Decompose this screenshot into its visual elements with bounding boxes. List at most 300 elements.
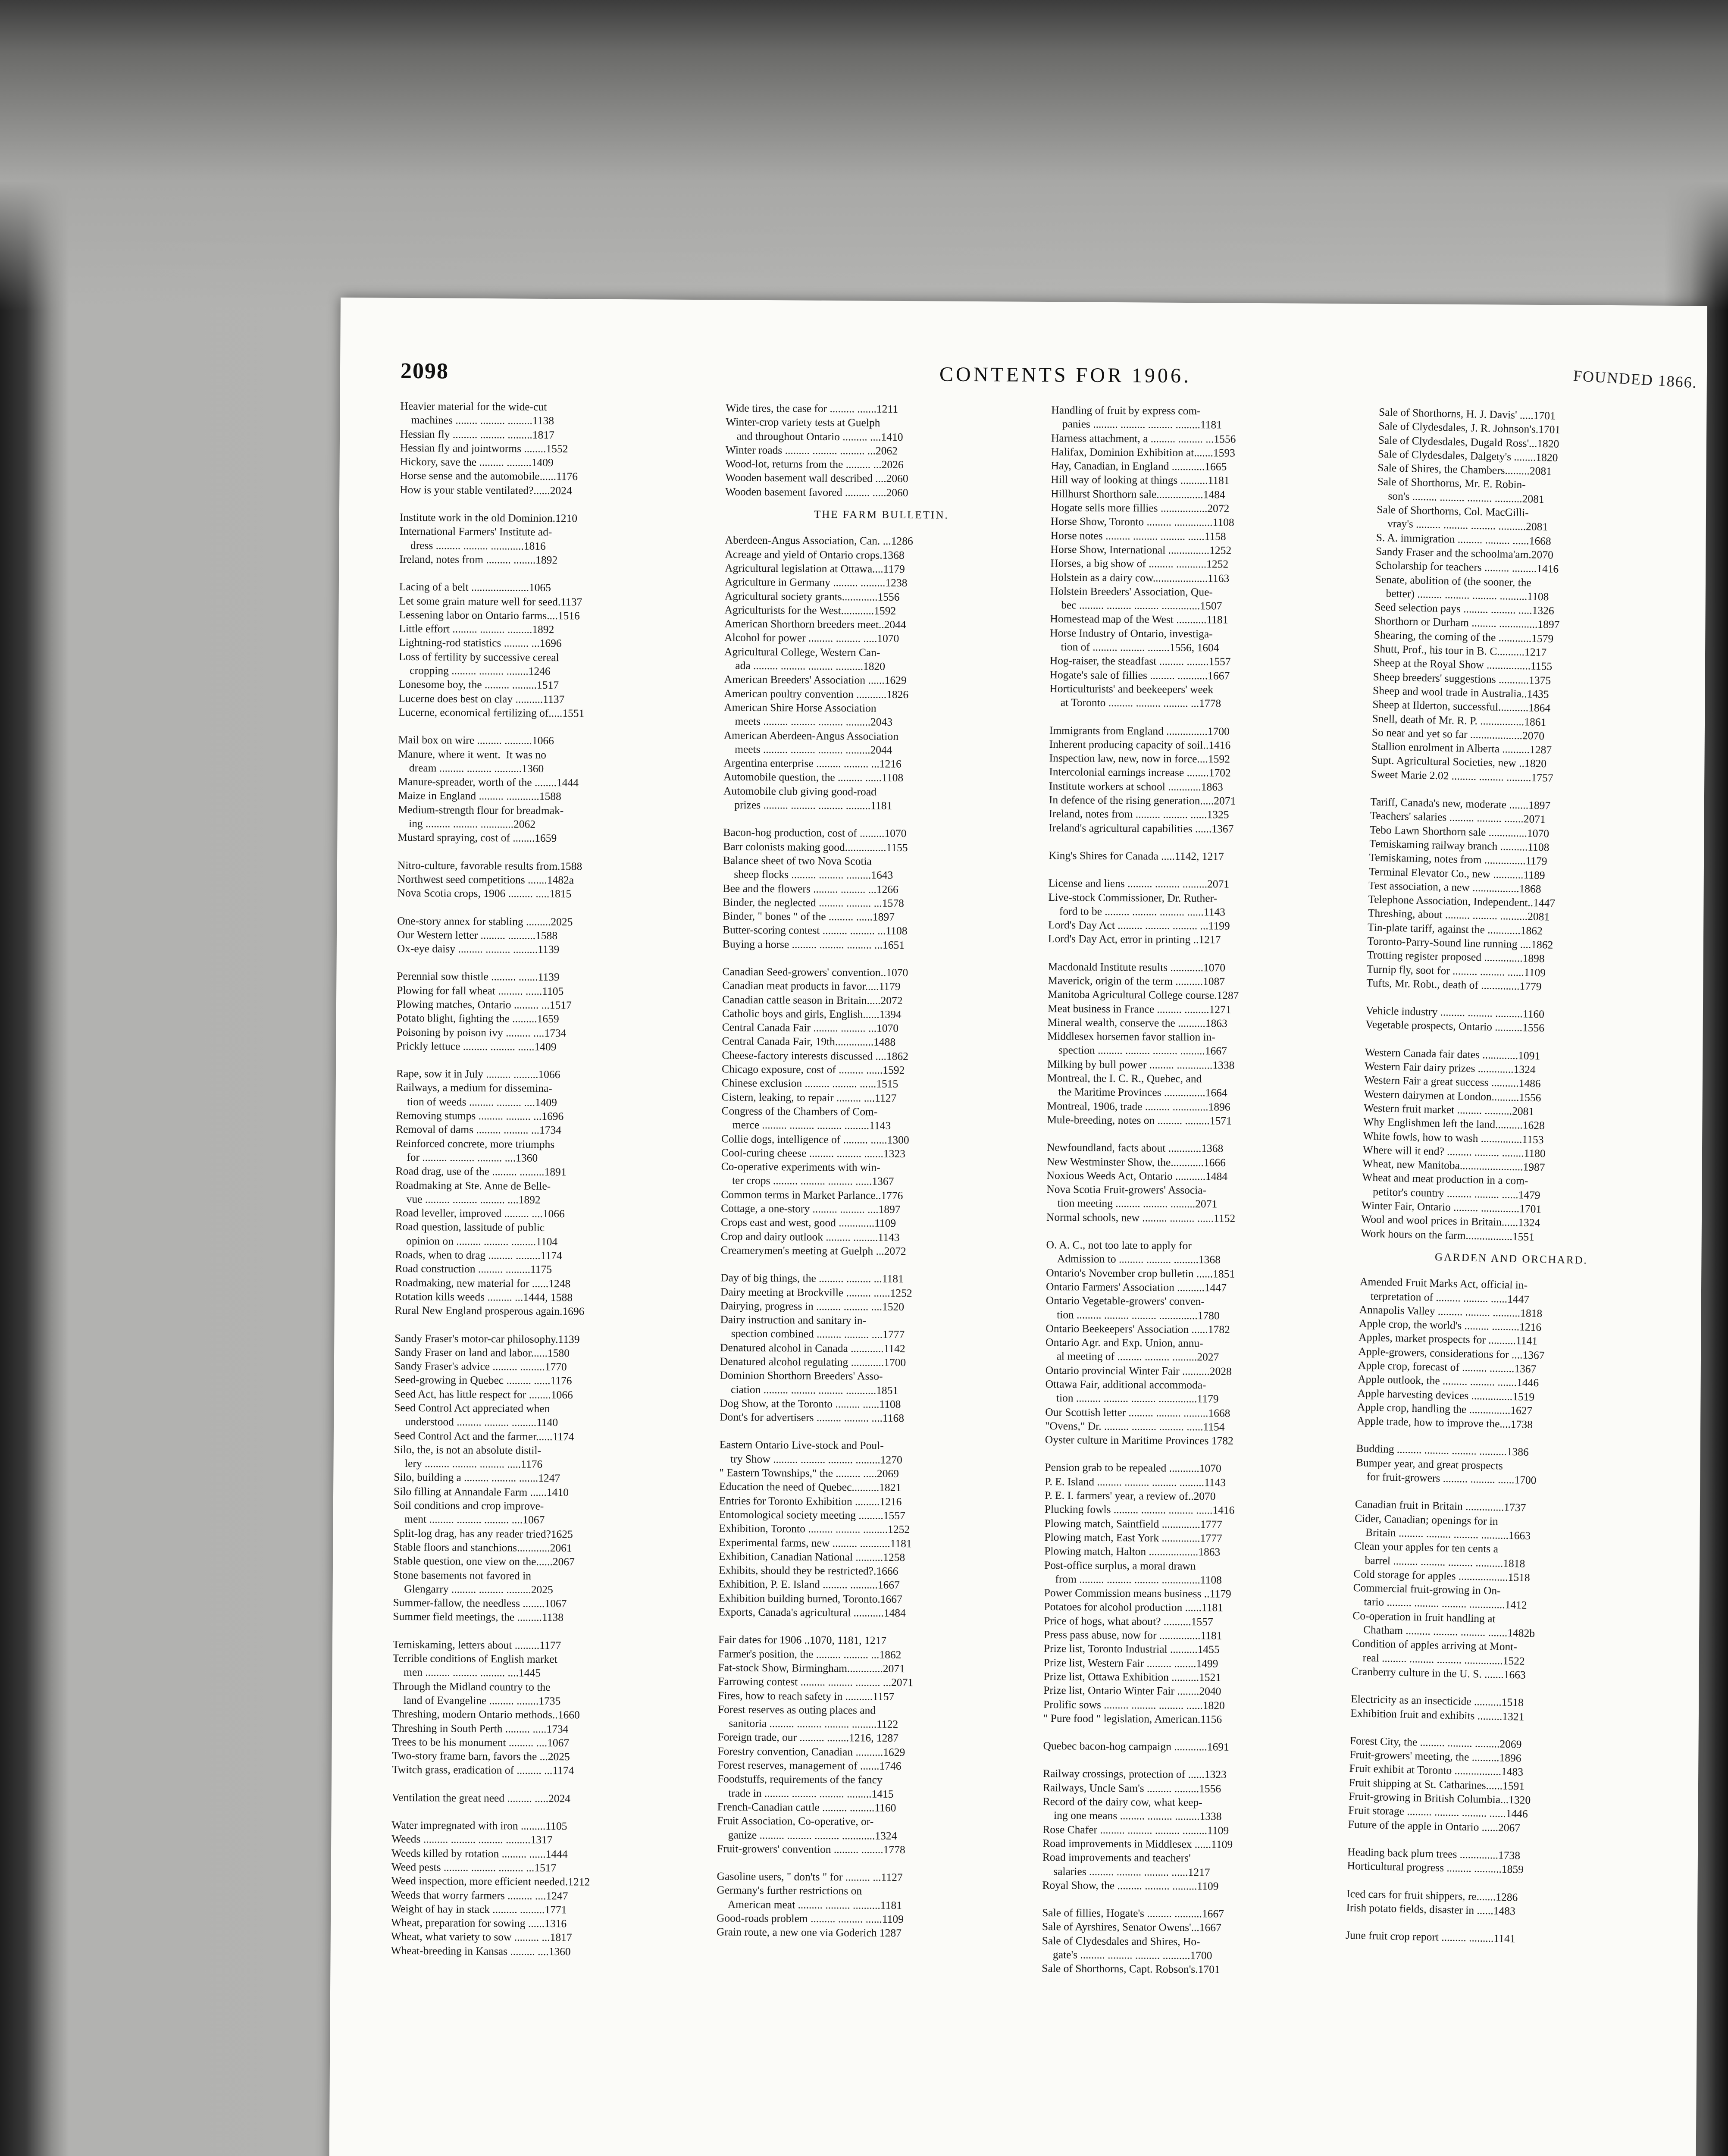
index-entry: Denatured alcohol regulating ............1700 — [720, 1355, 906, 1369]
index-entry: American Aberdeen-Angus Association — [723, 728, 898, 743]
index-entry: Canadian meat products in favor.....1179 — [722, 979, 901, 993]
index-entry: So near and yet so far ...................2070 — [1371, 726, 1545, 743]
index-entry: Hay, Canadian, in England ............1665 — [1051, 459, 1227, 473]
index-entry: Wheat, new Manitoba.......................1987 — [1362, 1157, 1545, 1174]
index-entry: Oyster culture in Maritime Provinces 1782 — [1045, 1433, 1233, 1447]
index-entry: Winter roads ......... ......... ......... ...2062 — [725, 443, 898, 457]
index-entry: American poultry convention ...........1826 — [724, 687, 909, 701]
index-entry: vray's ......... ......... ......... ..........2081 — [1376, 517, 1548, 533]
index-entry: Sale of Clydesdales and Shires, Ho- — [1042, 1934, 1200, 1948]
index-entry: Wide tires, the case for ......... .......1211 — [726, 401, 898, 415]
page-number: 2098 — [400, 358, 449, 384]
index-entry: Forestry convention, Canadian ..........1629 — [717, 1745, 905, 1758]
index-entry: merce ......... ......... ......... .........1143 — [721, 1118, 891, 1132]
index-entry: Work hours on the farm.................1551 — [1361, 1226, 1535, 1243]
index-entry: Manure, where it went. It was no — [398, 747, 547, 761]
index-entry: Through the Midland country to the — [392, 1680, 551, 1693]
index-entry: Test association, a new .................1868 — [1368, 879, 1541, 895]
index-entry: Ventilation the great need ......... .....2024 — [391, 1791, 571, 1805]
entry-gap — [1049, 835, 1361, 850]
index-entry: panies ......... ......... ......... .........1181 — [1051, 417, 1222, 431]
index-entry: terpretation of ......... ......... ......1447 — [1359, 1289, 1530, 1306]
index-entry: Agricultural society grants.............1556 — [724, 589, 900, 603]
index-entry: Foodstuffs, requirements of the fancy — [717, 1772, 883, 1786]
page-header — [340, 298, 1707, 409]
index-entry: Cool-curing cheese ......... ......... .......1323 — [721, 1146, 906, 1160]
index-entry: Roads, when to drag ......... .........1174 — [395, 1248, 562, 1262]
index-entry: Mustard spraying, cost of ........1659 — [398, 831, 557, 845]
index-entry: Rose Chafer ......... ......... ......... .........1109 — [1042, 1823, 1229, 1837]
index-entry: Dairying, progress in ......... ......... ....1520 — [720, 1299, 905, 1313]
index-entry: the Maritime Provinces ...............1664 — [1047, 1085, 1227, 1099]
index-entry: Pension grab to be repealed ...........1070 — [1045, 1461, 1221, 1475]
index-entry: Threshing, modern Ontario methods..1660 — [392, 1708, 580, 1721]
index-entry: Mule-breeding, notes on ......... .........1571 — [1047, 1113, 1232, 1127]
index-entry: Sandy Fraser on land and labor......1580 — [394, 1345, 570, 1360]
index-entry: bec ......... ......... ......... ..............1507 — [1050, 599, 1222, 612]
index-entry: Stallion enrolment in Alberta ..........1287 — [1371, 740, 1552, 756]
index-entry: machines ........ ......... .........1138 — [400, 414, 554, 427]
index-entry: P. E. Island ......... ......... ......... .........1143 — [1045, 1475, 1226, 1489]
document-page — [326, 298, 1707, 2156]
index-entry: Press pass abuse, now for ...............1181 — [1044, 1628, 1222, 1642]
index-entry: Silo, building a ......... ......... .......1247 — [394, 1471, 560, 1485]
index-entry: men ......... ......... ......... ....1445 — [392, 1666, 541, 1680]
index-entry: spection combined ......... ......... ....1777 — [720, 1327, 905, 1341]
index-entry: Maverick, origin of the term ..........1087 — [1048, 974, 1225, 988]
index-entry: Grain route, a new one via Goderich 1287 — [716, 1925, 902, 1940]
index-entry: Lessening labor on Ontario farms....1516 — [399, 608, 580, 622]
index-entry: Condition of apples arriving at Mont- — [1352, 1637, 1518, 1653]
index-entry: Central Canada Fair ......... ......... ...1070 — [722, 1021, 899, 1035]
index-entry: Meat business in France ......... .........1271 — [1047, 1002, 1231, 1016]
index-entry: understood ......... ......... .........1140 — [394, 1415, 558, 1429]
index-entry: Binder, the neglected ......... ......... ...1578 — [723, 896, 904, 909]
index-entry: Seed Act, has little respect for ........1066 — [394, 1387, 573, 1401]
index-entry: Summer-fallow, the needless ........1067 — [393, 1596, 567, 1610]
index-entry: Cranberry culture in the U. S. .......1663 — [1351, 1664, 1526, 1681]
entry-gap — [720, 1424, 1032, 1440]
index-entry: Holstein as a dairy cow....................1163 — [1050, 570, 1230, 585]
entry-gap — [398, 844, 710, 860]
entry-gap — [1042, 1892, 1355, 1908]
index-entry: Apple trade, how to improve the....1738 — [1356, 1414, 1533, 1431]
index-entry: Quebec bacon-hog campaign ............1691 — [1043, 1739, 1229, 1753]
index-entry: New Westminster Show, the............1666 — [1046, 1155, 1226, 1169]
index-entry: ing ......... ......... ............2062 — [398, 817, 536, 830]
entry-gap — [391, 1805, 704, 1820]
index-entry: Seed selection pays ......... ......... .....1326 — [1374, 600, 1554, 617]
index-entry: for ......... ......... ......... ....1360 — [395, 1150, 538, 1164]
index-entry: Newfoundland, facts about ............1368 — [1046, 1141, 1224, 1155]
index-entry: Where will it end? ......... ......... ........1180 — [1362, 1143, 1546, 1160]
index-entry: Catholic boys and girls, English......1394 — [722, 1007, 902, 1021]
index-entry: Why Englishmen left the land..........1628 — [1363, 1115, 1545, 1132]
index-entry: Cold storage for apples ..................1518 — [1353, 1567, 1530, 1584]
index-entry: Montreal, the I. C. R., Quebec, and — [1047, 1072, 1202, 1085]
index-entry: Exhibition, P. E. Island ......... ..........1667 — [718, 1577, 900, 1592]
index-entry: gate's ......... ......... ......... ..........1700 — [1042, 1948, 1212, 1962]
index-entry: Weed pests ......... ......... ......... ...1517 — [391, 1860, 557, 1874]
index-entry: Scholarship for teachers ......... .........1416 — [1375, 558, 1559, 576]
index-entry: Budding ......... ......... ......... ..........1386 — [1356, 1442, 1529, 1459]
index-entry: Experimental farms, new ......... ...........1181 — [719, 1536, 912, 1550]
index-entry: Potatoes for alcohol production ......1181 — [1044, 1600, 1224, 1614]
entry-gap — [717, 1855, 1030, 1871]
index-entry: Forest reserves as outing places and — [717, 1703, 876, 1717]
index-entry: Road drag, use of the ......... .........1891 — [395, 1165, 567, 1178]
index-entry: Our Western letter ......... ..........1588 — [397, 928, 558, 942]
index-entry: Ireland, notes from ......... ........1892 — [399, 552, 558, 567]
index-entry: Canadian cattle season in Britain.....2072 — [722, 993, 903, 1007]
index-entry: Shearing, the coming of the ............1579 — [1374, 628, 1554, 645]
index-entry: Sheep at the Royal Show ................1155 — [1373, 656, 1553, 673]
index-entry: Hog-raiser, the steadfast ......... ........1557 — [1049, 654, 1231, 668]
section-heading: GARDEN AND ORCHARD. — [1434, 1251, 1588, 1266]
index-entry: Silo, the, is not an absolute distil- — [394, 1443, 542, 1457]
index-entry: ment ......... ......... ......... ....1067 — [393, 1513, 545, 1526]
index-entry: Exhibits, should they be restricted?.1666 — [718, 1564, 898, 1578]
index-entry: Irish potato fields, disaster in ......1483 — [1346, 1901, 1516, 1918]
index-entry: Glengarry ......... ......... .........2025 — [393, 1582, 553, 1596]
index-entry: Fruit Association, Co-operative, or- — [717, 1814, 874, 1828]
index-entry: Dominion Shorthorn Breeders' Asso- — [720, 1369, 883, 1383]
index-entry: Sheep at Ilderton, successful...........1864 — [1372, 698, 1551, 714]
index-entry: Good-roads problem ......... ......... ......1109 — [716, 1912, 904, 1926]
index-entry: Dont's for advertisers ......... ......... ....1168 — [720, 1410, 905, 1425]
index-entry: ada ......... ......... ......... ..........1820 — [724, 659, 886, 673]
index-entry: In defence of the rising generation.....2071 — [1049, 793, 1236, 807]
index-entry: Wood-lot, returns from the ......... ...2026 — [725, 457, 904, 471]
page-title: CONTENTS FOR 1906. — [939, 363, 1192, 388]
index-entry: Sheep and wool trade in Australia..1435 — [1372, 684, 1549, 701]
index-entry: Institute work in the old Dominion.1210 — [399, 511, 578, 525]
index-entry: Chinese exclusion ......... ......... ......1515 — [721, 1076, 898, 1091]
index-entry: cropping ......... ......... ........1246 — [398, 664, 551, 678]
index-entry: Road leveller, improved ......... ....1066 — [395, 1206, 565, 1220]
index-entry: Lightning-rod statistics ......... ...1696 — [399, 636, 562, 650]
index-entry: Our Scottish letter ......... ......... .........1668 — [1045, 1405, 1230, 1420]
index-entry: Plowing match, Saintfield ..............1777 — [1044, 1517, 1222, 1531]
index-entry: Cheese-factory interests discussed ....1862 — [722, 1049, 909, 1062]
index-entry: Silo filling at Annandale Farm ......1410 — [394, 1485, 569, 1499]
index-entry: Exhibition, Toronto ......... ......... .........1252 — [719, 1522, 910, 1536]
index-entry: Middlesex horsemen favor stallion in- — [1047, 1030, 1216, 1044]
index-entry: Apple harvesting devices ...............1519 — [1357, 1386, 1535, 1403]
index-entry: Exhibition building burned, Toronto.1667 — [718, 1592, 902, 1605]
index-entry: tion meeting ......... ......... .........2071 — [1046, 1197, 1218, 1210]
index-entry: Horse Industry of Ontario, investiga- — [1050, 626, 1213, 640]
index-entry: Butter-scoring contest ......... ......... ...1108 — [722, 923, 908, 937]
index-entry: Dog Show, at the Toronto ......... ......1108 — [720, 1397, 901, 1410]
index-entry: Mineral wealth, conserve the ..........1863 — [1047, 1015, 1227, 1030]
index-entry: Hessian fly ......... ......... .........1817 — [400, 427, 554, 441]
index-entry: Apples, market prospects for ..........1141 — [1359, 1331, 1538, 1348]
index-entry: Co-operative experiments with win- — [721, 1160, 880, 1174]
index-entry: Plowing match, Halton ..................1863 — [1044, 1545, 1221, 1558]
index-entry: ciation ......... ......... ......... ...........1851 — [720, 1383, 898, 1397]
index-entry: Ontario Beekeepers' Association ......1782 — [1046, 1322, 1230, 1336]
index-entry: Immigrants from England ...............1700 — [1049, 724, 1230, 738]
index-entry: Twitch grass, eradication of ......... ...1174 — [392, 1763, 574, 1777]
index-entry: Sheep breeders' suggestions ...........1375 — [1373, 670, 1551, 687]
index-entry: at Toronto ......... ......... ......... ...1778 — [1049, 696, 1221, 710]
index-entry: Threshing, about ......... ......... ..........2081 — [1368, 906, 1550, 924]
index-entry: How is your stable ventilated?......2024 — [400, 483, 572, 497]
index-entry: Terrible conditions of English market — [392, 1651, 557, 1666]
index-entry: Shorthorn or Durham ......... ..............1897 — [1374, 614, 1560, 631]
index-entry: Fat-stock Show, Birmingham.............2071 — [718, 1661, 905, 1675]
index-entry: Trees to be his monument ......... ....1067 — [392, 1735, 570, 1749]
index-entry: Manure-spreader, worth of the ........1444 — [398, 775, 579, 789]
index-entry: Day of big things, the ......... ......... ...1181 — [720, 1271, 904, 1285]
index-entry: Shutt, Prof., his tour in B. C..........1217 — [1373, 642, 1547, 659]
index-entry: Lord's Day Act, error in printing ..1217 — [1048, 932, 1221, 946]
index-entry: Telephone Association, Independent..1447 — [1368, 893, 1556, 909]
index-entry: Nova Scotia Fruit-growers' Associa- — [1046, 1183, 1207, 1197]
index-entry: Chicago exposure, cost of ......... ......1592 — [721, 1062, 905, 1077]
index-column-1 — [391, 399, 713, 1959]
index-entry: Congress of the Chambers of Com- — [721, 1104, 878, 1118]
index-entry: Common terms in Market Parlance..1776 — [721, 1188, 903, 1202]
index-entry: Northwest seed competitions .......1482a — [397, 872, 574, 887]
index-entry: Fruit-growers' meeting, the ..........1896 — [1349, 1748, 1521, 1764]
index-entry: Commercial fruit-growing in On- — [1353, 1581, 1501, 1597]
index-entry: Terminal Elevator Co., new ...........1189 — [1368, 865, 1545, 881]
index-entry: American meat ......... ......... ..........1181 — [717, 1898, 902, 1912]
index-entry: ing one means ......... ......... .........1338 — [1042, 1809, 1222, 1823]
entry-gap — [723, 951, 1035, 966]
index-entry: Crop and dairy outlook ......... .........1143 — [720, 1230, 900, 1244]
index-entry: Apple outlook, the ......... ......... .......1446 — [1357, 1373, 1539, 1389]
index-entry: Hillhurst Shorthorn sale.................1484 — [1051, 487, 1225, 501]
index-entry: Agricultural legislation at Ottawa....1179 — [725, 561, 905, 575]
index-entry: Reinforced concrete, more triumphs — [395, 1137, 555, 1150]
index-entry: Railways, a medium for dissemina- — [396, 1081, 552, 1095]
index-entry: Bee and the flowers ......... ......... ...1266 — [723, 881, 898, 896]
entry-gap — [397, 956, 709, 971]
index-entry: Trotting register proposed ..............1898 — [1367, 948, 1545, 965]
index-entry: meets ......... ......... ......... .........2044 — [723, 743, 892, 756]
index-entry: Sale of Clydesdales, Dalgety's ........1820 — [1377, 447, 1558, 464]
index-entry: Tariff, Canada's new, moderate .......1897 — [1370, 795, 1551, 812]
index-entry: Apple crop, the world's ......... ..........1216 — [1359, 1317, 1542, 1334]
index-entry: Lacing of a belt .....................1065 — [399, 580, 551, 594]
index-entry: Macdonald Institute results ............1070 — [1048, 960, 1226, 974]
index-entry: vue ......... ......... ......... ....1892 — [395, 1192, 541, 1206]
index-entry: Electricity as an insecticide ..........1518 — [1350, 1692, 1524, 1709]
index-entry: Crops east and west, good .............1109 — [720, 1216, 896, 1230]
index-entry: Entries for Toronto Exhibition .........1216 — [719, 1494, 902, 1508]
index-entry: Roadmaking, new material for ......1248 — [394, 1276, 571, 1290]
index-entry: Fruit-growing in British Columbia...1320 — [1348, 1789, 1531, 1807]
index-entry: Alcohol for power ......... ......... .....1070 — [724, 631, 899, 645]
index-entry: Railway crossings, protection of ......1323 — [1043, 1767, 1227, 1781]
index-entry: Sale of Shires, the Chambers.........2081 — [1377, 461, 1552, 478]
index-entry: from ......... ......... ......... ..............1108 — [1044, 1572, 1222, 1586]
index-entry: Entomological society meeting .........1557 — [719, 1508, 905, 1522]
index-entry: Manitoba Agricultural College course.1287 — [1048, 988, 1239, 1002]
entry-gap — [1047, 1127, 1359, 1142]
index-entry: Iced cars for fruit shippers, re.......1286 — [1346, 1887, 1518, 1904]
index-entry: Temiskaming, letters about .........1177 — [392, 1638, 561, 1651]
index-entry: Plucking fowls ......... ......... ......... ......1416 — [1044, 1503, 1235, 1517]
index-entry: Ontario's November crop bulletin ......1851 — [1046, 1266, 1235, 1280]
index-entry: Teachers' salaries ......... ......... .......2071 — [1370, 809, 1546, 826]
index-entry: Wooden basement favored ......... .....2060 — [725, 485, 908, 499]
index-entry: Post-office surplus, a moral drawn — [1044, 1558, 1196, 1572]
entry-gap — [1043, 1753, 1355, 1768]
index-entry: Balance sheet of two Nova Scotia — [723, 854, 872, 868]
entry-gap — [1043, 1725, 1356, 1741]
index-entry: Fruit storage ......... ......... ......... ......1446 — [1348, 1804, 1528, 1821]
index-entry: Agricultural College, Western Can- — [724, 645, 880, 659]
index-entry: Power Commission means business ..1179 — [1044, 1586, 1231, 1600]
entry-gap — [394, 1317, 707, 1333]
index-entry: American Shorthorn breeders meet..2044 — [724, 617, 906, 631]
index-entry: Horse notes ......... ......... ......... ......1158 — [1050, 529, 1226, 543]
index-entry: Toronto-Parry-Sound line running ....1862 — [1367, 934, 1553, 951]
index-entry: Bacon-hog production, cost of .........1070 — [723, 826, 907, 840]
entry-gap — [396, 1053, 709, 1069]
index-entry: Central Canada Fair, 19th..............1488 — [722, 1034, 896, 1049]
index-column-4 — [1346, 405, 1681, 1949]
index-entry: Forest City, the ......... ......... .........2069 — [1349, 1734, 1522, 1751]
index-entry: Montreal, 1906, trade ......... .............1896 — [1047, 1099, 1230, 1113]
index-entry: Maize in England ......... ............1588 — [398, 789, 561, 803]
index-entry: tion of weeds ......... ......... ....1409 — [396, 1095, 557, 1109]
index-entry: Hill way of looking at things ..........1181 — [1051, 473, 1230, 487]
index-entry: Stone basements not favored in — [393, 1568, 532, 1582]
index-entry: Cider, Canadian; openings for in — [1354, 1511, 1498, 1528]
index-entry: trade in ......... ......... ......... .........1415 — [717, 1786, 894, 1800]
index-entry: and throughout Ontario ......... ....1410 — [725, 429, 903, 443]
index-entry: Western fruit market ......... ..........2081 — [1363, 1101, 1534, 1118]
index-entry: Ox-eye daisy ......... ......... .........1139 — [397, 942, 560, 956]
index-entry: International Farmers' Institute ad- — [399, 525, 552, 539]
index-column-2 — [717, 401, 1039, 1941]
index-entry: Record of the dairy cow, what keep- — [1042, 1795, 1202, 1809]
index-entry: Exports, Canada's agricultural ...........1484 — [718, 1605, 906, 1620]
index-entry: Harness attachment, a ......... ......... ...1556 — [1051, 431, 1236, 445]
index-entry: ter crops ......... ......... ......... ......1367 — [721, 1174, 894, 1188]
index-entry: Agriculture in Germany ......... .........1238 — [724, 575, 908, 589]
index-entry: Apple crop, forecast of ......... .........1367 — [1358, 1359, 1537, 1376]
index-entry: Horse sense and the automobile......1176 — [400, 469, 578, 483]
index-entry: Potato blight, fighting the .........1659 — [396, 1012, 559, 1025]
index-entry: Ottawa Fair, additional accommoda- — [1045, 1378, 1206, 1391]
index-entry: Dairy meeting at Brockville ......... ......1252 — [720, 1285, 912, 1299]
index-column-3 — [1042, 403, 1364, 1977]
index-entry: Gasoline users, " don'ts " for ......... ...1127 — [717, 1870, 903, 1884]
index-entry: S. A. immigration ......... ......... ......1668 — [1376, 531, 1551, 548]
index-entry: Seed Control Act and the farmer......1174 — [394, 1429, 574, 1443]
index-entry: Summer field meetings, the .........1138 — [393, 1610, 564, 1624]
index-entry: Lord's Day Act ......... ......... ......... ...1199 — [1048, 918, 1230, 932]
index-entry: Acreage and yield of Ontario crops.1368 — [725, 548, 905, 561]
entry-gap — [1049, 710, 1362, 725]
index-entry: Canadian Seed-growers' convention..1070 — [722, 965, 908, 979]
index-entry: Wooden basement wall described ....2060 — [725, 471, 908, 485]
index-entry: dress ......... ......... ............1816 — [399, 539, 546, 552]
index-entry: Tufts, Mr. Robt., death of ..............1779 — [1366, 976, 1542, 993]
index-entry: Ireland's agricultural capabilities ......1367 — [1049, 821, 1234, 835]
index-entry: Hogate sells more fillies .................2072 — [1050, 501, 1230, 515]
index-entry: Prize list, Western Fair ......... ........1499 — [1043, 1656, 1218, 1670]
index-entry: Poisoning by poison ivy ......... ....1734 — [396, 1025, 567, 1039]
index-entry: Senate, abolition of (the sooner, the — [1375, 573, 1532, 589]
section-heading: THE FARM BULLETIN. — [814, 508, 949, 521]
entry-gap — [1045, 1447, 1358, 1463]
index-entry: Let some grain mature well for seed.1137 — [399, 594, 582, 608]
index-entry: tion ......... ......... ......... ..............1179 — [1045, 1391, 1219, 1405]
index-entry: Fair dates for 1906 ..1070, 1181, 1217 — [718, 1633, 887, 1647]
index-entry: Wheat and meat production in a com- — [1362, 1171, 1528, 1188]
index-entry: Two-story frame barn, favors the ...2025 — [392, 1749, 570, 1763]
index-entry: opinion on ......... ......... .........1104 — [395, 1234, 558, 1248]
index-entry: Buying a horse ......... ......... ......... ...1651 — [722, 937, 905, 951]
index-entry: Western Canada fair dates .............1091 — [1365, 1046, 1540, 1062]
index-entry: Western dairymen at London..........1556 — [1364, 1087, 1541, 1104]
index-entry: Fruit shipping at St. Catharines......1591 — [1349, 1776, 1525, 1792]
index-entry: petitor's country ......... ......... ......1479 — [1362, 1185, 1540, 1202]
entry-gap — [397, 900, 710, 915]
index-entry: One-story annex for stabling .........2025 — [397, 914, 573, 928]
entry-gap — [1046, 1224, 1359, 1240]
index-entry: meets ......... ......... ......... .........2043 — [723, 714, 893, 729]
index-entry: better) ......... ......... ......... ..........1108 — [1374, 586, 1549, 603]
index-entry: Sale of Shorthorns, Col. MacGilli- — [1376, 503, 1529, 519]
index-entry: Stable question, one view on the......2067 — [393, 1554, 575, 1568]
entry-gap — [398, 719, 711, 735]
index-entry: Roadmaking at Ste. Anne de Belle- — [395, 1178, 551, 1192]
index-entry: ganize ......... ......... ......... ............1324 — [717, 1828, 897, 1842]
entry-gap — [723, 812, 1036, 827]
index-entry: Weeds ......... ......... ......... .........1317 — [391, 1833, 553, 1846]
entry-gap — [392, 1777, 704, 1792]
index-entry: Railways, Uncle Sam's ......... .........1556 — [1042, 1781, 1221, 1795]
entry-gap — [399, 566, 712, 582]
entry-gap — [400, 497, 712, 512]
index-entry: Loss of fertility by successive cereal — [398, 650, 559, 664]
index-entry: real ......... ......... ......... ..............1522 — [1351, 1651, 1525, 1667]
index-entry: Ontario Agr. and Exp. Union, annu- — [1046, 1336, 1203, 1350]
index-entry: Tebo Lawn Shorthorn sale ..............1070 — [1369, 823, 1550, 840]
index-entry: Seed-growing in Quebec ......... ......1176 — [394, 1373, 572, 1387]
index-entry: Handling of fruit by express com- — [1051, 404, 1201, 417]
index-entry: Prickly lettuce ......... ......... ......1409 — [396, 1039, 557, 1053]
index-entry: Lucerne does best on clay ..........1137 — [398, 692, 565, 705]
index-entry: Aberdeen-Angus Association, Can. ...1286 — [725, 533, 913, 548]
index-entry: Vehicle industry ......... ......... ..........1160 — [1365, 1004, 1545, 1021]
index-entry: Cottage, a one-story ......... ......... ....1897 — [721, 1202, 901, 1216]
index-entry: License and liens ......... ......... .........2071 — [1048, 877, 1230, 890]
index-entry: Heading back plum trees ..............1738 — [1347, 1845, 1521, 1862]
index-entry: Farmer's position, the ......... ......... ...1862 — [718, 1647, 902, 1661]
running-head-founded: FOUNDED 1866. — [1572, 367, 1698, 392]
index-entry: Sale of Shorthorns, H. J. Davis' .....1701 — [1378, 405, 1556, 422]
index-entry: Nova Scotia crops, 1906 ......... .....1815 — [397, 887, 572, 900]
index-entry: Fires, how to reach safety in ..........1157 — [718, 1689, 895, 1703]
index-entry: Medium-strength flour for breadmak- — [398, 803, 564, 817]
index-entry: " Eastern Townships," the ......... .....2069 — [719, 1466, 899, 1480]
index-entry: King's Shires for Canada .....1142, 1217 — [1049, 849, 1224, 863]
index-entry: Sale of Shorthorns, Capt. Robson's.1701 — [1042, 1962, 1220, 1976]
index-entry: Sale of Clydesdales, Dugald Ross'...1820 — [1378, 433, 1559, 450]
index-entry: Price of hogs, what about? ..........1557 — [1044, 1614, 1213, 1628]
index-entry: Rural New England prosperous again.1696 — [394, 1304, 585, 1318]
index-entry: Road question, lassitude of public — [395, 1220, 545, 1234]
